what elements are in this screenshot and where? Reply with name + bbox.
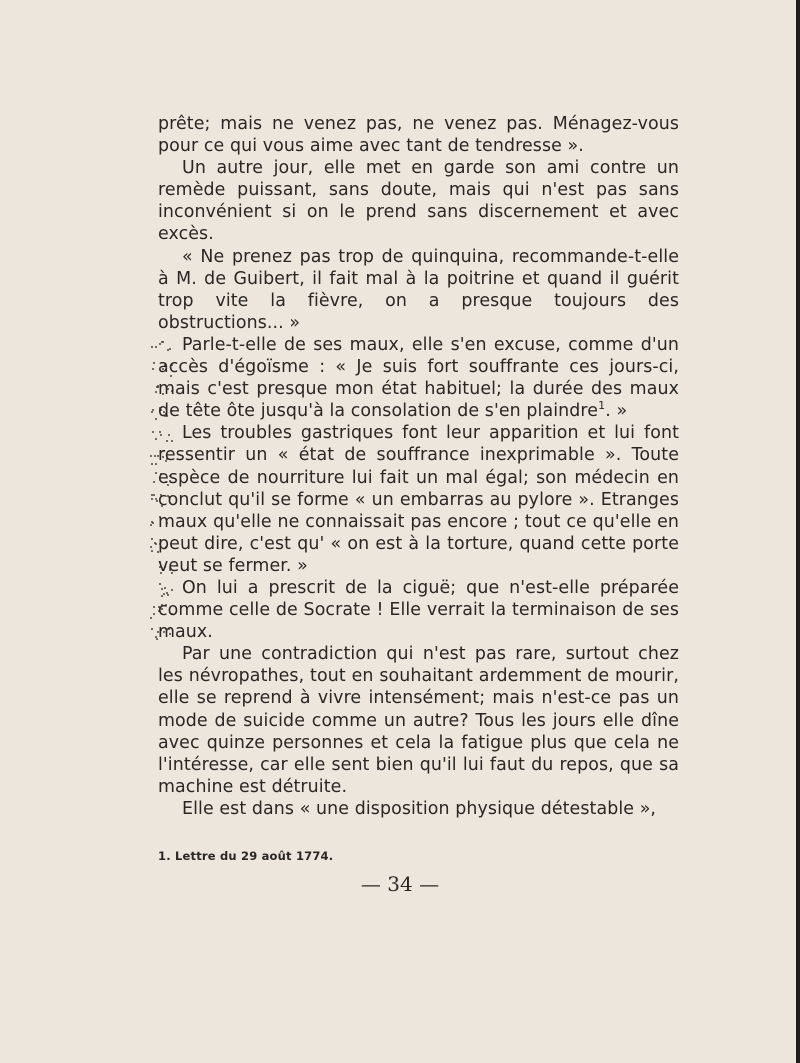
margin-dot (151, 346, 153, 348)
paragraph-tail: . » (605, 401, 628, 422)
margin-dot (153, 613, 155, 615)
margin-dot (151, 463, 153, 465)
paragraph (158, 334, 679, 422)
paragraph: « Ne prenez pas trop de quinquina, recommande-t-elle à M. de Guibert, il fait mal à la poitrine et quand il guérit trop vite la fièvre, on a presque toujours des obstructions... » (158, 246, 679, 333)
margin-dot (150, 455, 152, 457)
margin-dot (153, 494, 155, 496)
margin-dot (155, 346, 157, 348)
paragraph: Elle est dans « une disposition physique détestable », (182, 798, 657, 819)
paragraph: Par une contradiction qui n'est pas rare, surtout chez les névropathes, tout en souhaitant ardemment de mourir, elle se reprend à vivre intensément; mais n'est-ce pas un mode de suicide comme un autre? Tous les jours elle dîne avec quinze personnes et cela la fatigue plus que cela ne l'intéresse, car elle sent bien qu'il lui faut du repos, que sa machine est détruite. (158, 644, 679, 797)
margin-dot (151, 628, 153, 630)
margin-dot (153, 606, 155, 608)
margin-dot (150, 546, 152, 548)
margin-dot (153, 362, 155, 364)
margin-dot (151, 411, 153, 413)
paragraph: On lui a prescrit de la ciguë; que n'est-elle préparée comme celle de Socrate ! Elle verrait la terminaison de ses maux. (158, 577, 679, 643)
margin-dot (154, 542, 156, 544)
body-text (158, 113, 679, 820)
page-edge (796, 0, 800, 1063)
margin-dot (151, 494, 153, 496)
footnote-reference: 1 (598, 399, 606, 413)
margin-dot (150, 617, 152, 619)
margin-dot (155, 438, 157, 440)
margin-dot (150, 524, 152, 526)
paragraph: Un autre jour, elle met en garde son ami contre un remède puissant, sans doute, mais qui n'est pas sans inconvénient si on le prend sans discernement et avec excès. (158, 158, 679, 245)
page-number: — 34 — (360, 872, 440, 896)
margin-dot (155, 463, 157, 465)
margin-dot (155, 498, 157, 500)
margin-dot (155, 472, 157, 474)
margin-dot (151, 538, 153, 540)
margin-dot (152, 522, 154, 524)
margin-dot (153, 481, 155, 483)
margin-dot (151, 550, 153, 552)
footnote: 1. Lettre du 29 août 1774. (158, 849, 334, 863)
paragraph-text: Parle-t-elle de ses maux, elle s'en excuse, comme d'un accès d'égoïsme : « Je suis fort souffrante ces jours-ci, mais c'est presque mon état habituel; la durée des maux de tête ôte jusqu'à la consolation de s'en plaindre (158, 334, 679, 422)
margin-dot (155, 391, 157, 393)
paragraph: Les troubles gastriques font leur apparition et lui font ressentir un « état de souffrance inexprimable ». Toute espèce de nourriture lui fait un mal égal; son médecin en conclut qu'il se forme « un embarras au pylore ». Etranges maux qu'elle ne connaissait pas encore ; tout ce qu'elle en peut dire, c'est qu' « on est à la torture, quand cette porte veut se fermer. » (158, 423, 679, 576)
margin-dot (151, 498, 153, 500)
paragraph: prête; mais ne venez pas, ne venez pas. Ménagez-vous pour ce qui vous aime avec tant de tendresse ». (158, 114, 679, 157)
margin-dot (152, 431, 154, 433)
margin-dot (152, 368, 154, 370)
margin-dot (154, 455, 156, 457)
margin-dot (155, 418, 157, 420)
